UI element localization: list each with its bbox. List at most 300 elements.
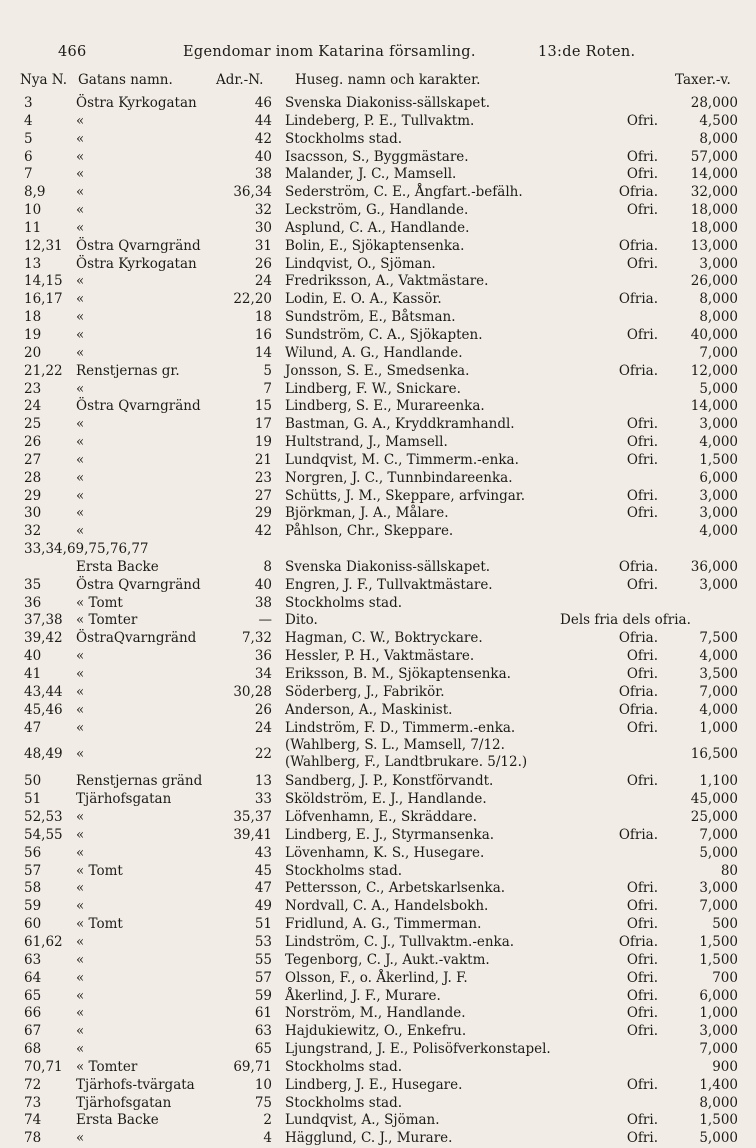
property-number: 21,22	[24, 362, 63, 379]
tax-value: 500	[712, 916, 738, 933]
tax-status: Ofria.	[618, 701, 658, 718]
tax-status: Ofri.	[626, 434, 658, 451]
street-name: Ersta Backe	[76, 558, 159, 575]
address-number: 15	[254, 398, 272, 415]
property-number: 35	[24, 576, 42, 593]
property-number: 72	[24, 1076, 42, 1093]
tax-value: 1,000	[699, 1005, 738, 1022]
table-row	[0, 1077, 756, 1095]
property-number: 74	[24, 1112, 42, 1129]
tax-value: 5,000	[699, 844, 738, 861]
table-row	[0, 505, 756, 523]
tax-status: Dels fria dels ofria.	[560, 612, 691, 629]
table-row	[0, 863, 756, 881]
table-row	[0, 970, 756, 988]
street-name: Östra Qvarngränd	[76, 576, 201, 593]
tax-value: 3,000	[699, 505, 738, 522]
tax-value: 1,500	[699, 933, 738, 950]
street-name: «	[76, 326, 85, 343]
property-number: 27	[24, 451, 42, 468]
address-number: 38	[254, 166, 272, 183]
owner-name: Stockholms stad.	[285, 862, 403, 879]
table-row	[0, 559, 756, 577]
owner-name: Hagman, C. W., Boktryckare.	[285, 630, 483, 647]
table-row	[0, 541, 756, 559]
property-number: 20	[24, 344, 42, 361]
tax-status: Ofria.	[618, 362, 658, 379]
property-number: 8,9	[24, 184, 46, 201]
table-row	[0, 1041, 756, 1059]
property-number: 40	[24, 648, 42, 665]
tax-value: 25,000	[690, 809, 738, 826]
owner-name: Ljungstrand, J. E., Polisöfverkonstapel.	[285, 1041, 551, 1058]
owner-name: Sundström, E., Båtsman.	[285, 309, 456, 326]
address-number: 53	[254, 933, 272, 950]
property-number: 68	[24, 1041, 42, 1058]
street-name: «	[76, 434, 85, 451]
tax-value: 700	[712, 969, 738, 986]
property-number: 12,31	[24, 237, 63, 254]
table-row	[0, 363, 756, 381]
table-row	[0, 612, 756, 630]
street-name: «	[76, 951, 85, 968]
owner-name: Sundström, C. A., Sjökapten.	[285, 326, 483, 343]
address-number: 32	[254, 202, 272, 219]
address-number: 59	[254, 987, 272, 1004]
street-name: «	[76, 166, 85, 183]
tax-value: 4,500	[699, 112, 738, 129]
table-row	[0, 470, 756, 488]
address-number: 16	[254, 326, 272, 343]
tax-value: 8,000	[699, 1094, 738, 1111]
property-number: 61,62	[24, 933, 63, 950]
table-row	[0, 434, 756, 452]
tax-status: Ofri.	[626, 951, 658, 968]
owner-name: Engren, J. F., Tullvaktmästare.	[285, 576, 493, 593]
tax-status: Ofria.	[618, 184, 658, 201]
table-row	[0, 791, 756, 809]
street-name: Tjärhofsgatan	[76, 1094, 172, 1111]
property-number: 66	[24, 1005, 42, 1022]
tax-status: Ofri.	[626, 880, 658, 897]
tax-value: 7,000	[699, 826, 738, 843]
tax-status: Ofri.	[626, 416, 658, 433]
street-name: «	[76, 880, 85, 897]
address-number: 36,34	[233, 184, 272, 201]
table-row	[0, 898, 756, 916]
tax-value: 5,000	[699, 380, 738, 397]
tax-value: 45,000	[690, 791, 738, 808]
street-name: «	[76, 1130, 85, 1147]
address-number: 24	[254, 719, 272, 736]
street-name: «	[76, 130, 85, 147]
owner-name: Hägglund, C. J., Murare.	[285, 1130, 453, 1147]
tax-value: 16,500	[690, 746, 738, 763]
tax-value: 28,000	[690, 95, 738, 111]
address-number: 4	[263, 1130, 272, 1147]
tax-status: Ofri.	[626, 451, 658, 468]
property-number: 43,44	[24, 683, 63, 700]
owner-name: (Wahlberg, S. L., Mamsell, 7/12.	[285, 737, 505, 754]
property-number: 24	[24, 398, 42, 415]
property-number: 36	[24, 594, 42, 611]
table-row	[0, 220, 756, 238]
owner-name: Löfvenhamn, E., Skräddare.	[285, 809, 477, 826]
tax-value: 3,000	[699, 487, 738, 504]
street-name: ÖstraQvarngränd	[76, 630, 197, 647]
table-row	[0, 166, 756, 184]
address-number: 33	[254, 791, 272, 808]
property-number: 19	[24, 326, 42, 343]
tax-status: Ofri.	[626, 1005, 658, 1022]
address-number: 22	[254, 746, 272, 763]
owner-name: Schütts, J. M., Skeppare, arfvingar.	[285, 487, 526, 504]
owner-name: Hessler, P. H., Vaktmästare.	[285, 648, 475, 665]
street-name: «	[76, 148, 85, 165]
tax-value: 6,000	[699, 987, 738, 1004]
tax-value: 18,000	[690, 219, 738, 236]
table-row	[0, 684, 756, 702]
street-name: «	[76, 898, 85, 915]
tax-value: 14,000	[690, 166, 738, 183]
street-name: « Tomt	[76, 916, 123, 933]
address-number: 51	[254, 916, 272, 933]
column-header-street: Gatans namn.	[78, 72, 173, 88]
table-row	[0, 595, 756, 613]
tax-status: Ofria.	[618, 826, 658, 843]
column-header-tax: Taxer.-v.	[675, 72, 731, 88]
table-row	[0, 238, 756, 256]
property-number: 51	[24, 791, 42, 808]
tax-value: 4,000	[699, 648, 738, 665]
owner-name: Lövenhamn, K. S., Husegare.	[285, 844, 485, 861]
address-number: 36	[254, 648, 272, 665]
owner-name: Stockholms stad.	[285, 130, 403, 147]
address-number: 27	[254, 487, 272, 504]
street-name: «	[76, 666, 85, 682]
street-name: «	[76, 451, 85, 468]
tax-value: 7,000	[699, 683, 738, 700]
property-number: 41	[24, 666, 42, 682]
address-number: 42	[254, 130, 272, 147]
property-number: 10	[24, 202, 42, 219]
table-row	[0, 488, 756, 506]
tax-status: Ofri.	[626, 1023, 658, 1040]
property-number: 13	[24, 255, 42, 272]
owner-name: Lindberg, S. E., Murareenka.	[285, 398, 485, 415]
address-number: 29	[254, 505, 272, 522]
tax-value: 3,000	[699, 416, 738, 433]
street-name: «	[76, 809, 85, 826]
table-row	[0, 309, 756, 327]
owner-name: Dito.	[285, 612, 318, 629]
address-number: 65	[254, 1041, 272, 1058]
street-name: «	[76, 523, 85, 540]
street-name: Östra Qvarngränd	[76, 237, 201, 254]
tax-status: Ofri.	[626, 148, 658, 165]
tax-value: 5,000	[699, 1130, 738, 1147]
owner-name: Wilund, A. G., Handlande.	[285, 344, 463, 361]
owner-name: Jonsson, S. E., Smedsenka.	[285, 362, 470, 379]
column-header-owner: Huseg. namn och karakter.	[295, 72, 481, 88]
street-name: Östra Kyrkogatan	[76, 95, 197, 111]
address-number: 13	[254, 773, 272, 790]
tax-value: 80	[720, 862, 738, 879]
owner-name: (Wahlberg, F., Landtbrukare. 5/12.)	[285, 754, 528, 771]
table-row	[0, 845, 756, 863]
address-number: 10	[254, 1076, 272, 1093]
tax-value: 3,000	[699, 576, 738, 593]
owner-name: Fredriksson, A., Vaktmästare.	[285, 273, 489, 290]
table-row	[0, 773, 756, 791]
street-name: «	[76, 344, 85, 361]
tax-status: Ofria.	[618, 933, 658, 950]
table-row	[0, 113, 756, 131]
address-number: 19	[254, 434, 272, 451]
column-header-nr: Nya N.	[20, 72, 68, 88]
owner-name: Pettersson, C., Arbetskarlsenka.	[285, 880, 506, 897]
table-row	[0, 327, 756, 345]
property-number: 37,38	[24, 612, 63, 629]
tax-status: Ofri.	[626, 987, 658, 1004]
table-row	[0, 184, 756, 202]
table-row	[0, 523, 756, 541]
tax-status: Ofri.	[626, 487, 658, 504]
tax-value: 3,500	[699, 666, 738, 682]
address-number: 40	[254, 148, 272, 165]
owner-name: Lindberg, E. J., Styrmansenka.	[285, 826, 495, 843]
owner-name: Björkman, J. A., Målare.	[285, 505, 449, 522]
tax-value: 26,000	[690, 273, 738, 290]
property-table	[0, 95, 756, 1148]
street-name: «	[76, 469, 85, 486]
tax-status: Ofri.	[626, 326, 658, 343]
table-row	[0, 273, 756, 291]
street-name: «	[76, 844, 85, 861]
owner-name: Sköldström, E. J., Handlande.	[285, 791, 487, 808]
property-number: 32	[24, 523, 42, 540]
address-number: 43	[254, 844, 272, 861]
property-number: 64	[24, 969, 42, 986]
owner-name: Norgren, J. C., Tunnbindareenka.	[285, 469, 513, 486]
street-name: «	[76, 184, 85, 201]
owner-name: Lindberg, J. E., Husegare.	[285, 1076, 463, 1093]
table-row	[0, 577, 756, 595]
street-name: Renstjernas gr.	[76, 362, 180, 379]
property-number: 6	[24, 148, 33, 165]
street-name: «	[76, 648, 85, 665]
owner-name: Asplund, C. A., Handlande.	[285, 219, 470, 236]
property-number: 25	[24, 416, 42, 433]
tax-value: 1,500	[699, 451, 738, 468]
property-number: 5	[24, 130, 33, 147]
owner-name: Eriksson, B. M., Sjökaptensenka.	[285, 666, 511, 682]
address-number: 18	[254, 309, 272, 326]
address-number: 30	[254, 219, 272, 236]
property-number: 16,17	[24, 291, 63, 308]
street-name: «	[76, 701, 85, 718]
owner-name: Söderberg, J., Fabrikör.	[285, 683, 445, 700]
table-row	[0, 95, 756, 113]
tax-status: Ofri.	[626, 1112, 658, 1129]
tax-value: 1,100	[699, 773, 738, 790]
owner-name: Nordvall, C. A., Handelsbokh.	[285, 898, 489, 915]
property-number: 3	[24, 95, 33, 111]
address-number: 34	[254, 666, 272, 682]
property-number: 63	[24, 951, 42, 968]
address-number: 75	[254, 1094, 272, 1111]
tax-status: Ofri.	[626, 648, 658, 665]
owner-name: Stockholms stad.	[285, 594, 403, 611]
owner-name: Lindqvist, O., Sjöman.	[285, 255, 436, 272]
address-number: 14	[254, 344, 272, 361]
tax-status: Ofri.	[626, 1130, 658, 1147]
tax-value: 12,000	[690, 362, 738, 379]
page-number: 466	[58, 44, 87, 60]
tax-status: Ofria.	[618, 630, 658, 647]
property-number: 18	[24, 309, 42, 326]
table-row	[0, 256, 756, 274]
owner-name: Lindberg, F. W., Snickare.	[285, 380, 461, 397]
street-name: «	[76, 1005, 85, 1022]
address-number: 5	[263, 362, 272, 379]
property-number: 48,49	[24, 746, 63, 763]
page-title: Egendomar inom Katarina församling.	[183, 44, 476, 60]
address-number: 21	[254, 451, 272, 468]
street-name: Östra Qvarngränd	[76, 398, 201, 415]
table-row	[0, 1059, 756, 1077]
tax-value: 7,000	[699, 344, 738, 361]
address-number: 39,41	[233, 826, 272, 843]
district-label: 13:de Roten.	[538, 44, 636, 60]
tax-value: 1,000	[699, 719, 738, 736]
tax-value: 4,000	[699, 701, 738, 718]
tax-value: 57,000	[690, 148, 738, 165]
street-name: «	[76, 202, 85, 219]
table-row	[0, 1130, 756, 1148]
street-name: «	[76, 1023, 85, 1040]
table-row	[0, 934, 756, 952]
street-name: «	[76, 683, 85, 700]
property-number: 23	[24, 380, 42, 397]
property-number: 59	[24, 898, 42, 915]
table-row	[0, 952, 756, 970]
tax-status: Ofria.	[618, 291, 658, 308]
tax-value: 7,500	[699, 630, 738, 647]
address-number: 2	[263, 1112, 272, 1129]
owner-name: Lindström, C. J., Tullvaktm.-enka.	[285, 933, 515, 950]
owner-name: Påhlson, Chr., Skeppare.	[285, 523, 454, 540]
street-name: Tjärhofs-tvärgata	[76, 1076, 195, 1093]
tax-status: Ofri.	[626, 916, 658, 933]
street-name: « Tomter	[76, 1058, 138, 1075]
street-name: «	[76, 1041, 85, 1058]
owner-name: Lindström, F. D., Timmerm.-enka.	[285, 719, 516, 736]
owner-name: Anderson, A., Maskinist.	[285, 701, 453, 718]
owner-name: Hultstrand, J., Mamsell.	[285, 434, 448, 451]
table-row	[0, 720, 756, 738]
table-row	[0, 149, 756, 167]
property-number: 78	[24, 1130, 42, 1147]
property-number: 60	[24, 916, 42, 933]
table-row	[0, 1095, 756, 1113]
owner-name: Stockholms stad.	[285, 1058, 403, 1075]
table-row	[0, 416, 756, 434]
table-row	[0, 809, 756, 827]
address-number: 26	[254, 701, 272, 718]
table-row	[0, 345, 756, 363]
tax-value: 40,000	[690, 326, 738, 343]
property-number: 4	[24, 112, 33, 129]
tax-value: 1,500	[699, 951, 738, 968]
street-name: « Tomt	[76, 594, 123, 611]
property-number: 7	[24, 166, 33, 183]
tax-status: Ofri.	[626, 505, 658, 522]
tax-value: 13,000	[690, 237, 738, 254]
property-number: 26	[24, 434, 42, 451]
address-number: 42	[254, 523, 272, 540]
owner-name: Sederström, C. E., Ångfart.-befälh.	[285, 184, 523, 201]
owner-name: Svenska Diakoniss-sällskapet.	[285, 558, 491, 575]
address-number: 7,32	[241, 630, 272, 647]
tax-status: Ofri.	[626, 898, 658, 915]
address-number: 23	[254, 469, 272, 486]
address-number: 38	[254, 594, 272, 611]
owner-name: Isacsson, S., Byggmästare.	[285, 148, 469, 165]
table-row	[0, 1112, 756, 1130]
tax-value: 7,000	[699, 1041, 738, 1058]
tax-status: Ofri.	[626, 773, 658, 790]
street-name: «	[76, 219, 85, 236]
property-number: 11	[24, 219, 42, 236]
address-number: —	[258, 612, 272, 629]
tax-value: 32,000	[690, 184, 738, 201]
owner-cell	[285, 737, 527, 771]
street-name: «	[76, 487, 85, 504]
property-number: 33,34,69,75,76,77	[24, 541, 149, 558]
property-number: 56	[24, 844, 42, 861]
tax-status: Ofri.	[626, 202, 658, 219]
property-number: 65	[24, 987, 42, 1004]
tax-value: 8,000	[699, 291, 738, 308]
street-name: Ersta Backe	[76, 1112, 159, 1129]
tax-value: 1,500	[699, 1112, 738, 1129]
address-number: 30,28	[233, 683, 272, 700]
owner-name: Tegenborg, C. J., Aukt.-vaktm.	[285, 951, 490, 968]
property-number: 14,15	[24, 273, 63, 290]
tax-value: 4,000	[699, 523, 738, 540]
table-row	[0, 291, 756, 309]
address-number: 40	[254, 576, 272, 593]
owner-name: Sandberg, J. P., Konstförvandt.	[285, 773, 494, 790]
owner-name: Lodin, E. O. A., Kassör.	[285, 291, 442, 308]
table-row	[0, 988, 756, 1006]
street-name: «	[76, 291, 85, 308]
street-name: «	[76, 987, 85, 1004]
tax-value: 900	[712, 1058, 738, 1075]
table-row	[0, 916, 756, 934]
owner-name: Fridlund, A. G., Timmerman.	[285, 916, 482, 933]
table-row	[0, 648, 756, 666]
address-number: 26	[254, 255, 272, 272]
table-row	[0, 381, 756, 399]
property-number: 58	[24, 880, 42, 897]
table-row	[0, 827, 756, 845]
address-number: 63	[254, 1023, 272, 1040]
tax-value: 14,000	[690, 398, 738, 415]
property-number: 39,42	[24, 630, 63, 647]
address-number: 35,37	[233, 809, 272, 826]
